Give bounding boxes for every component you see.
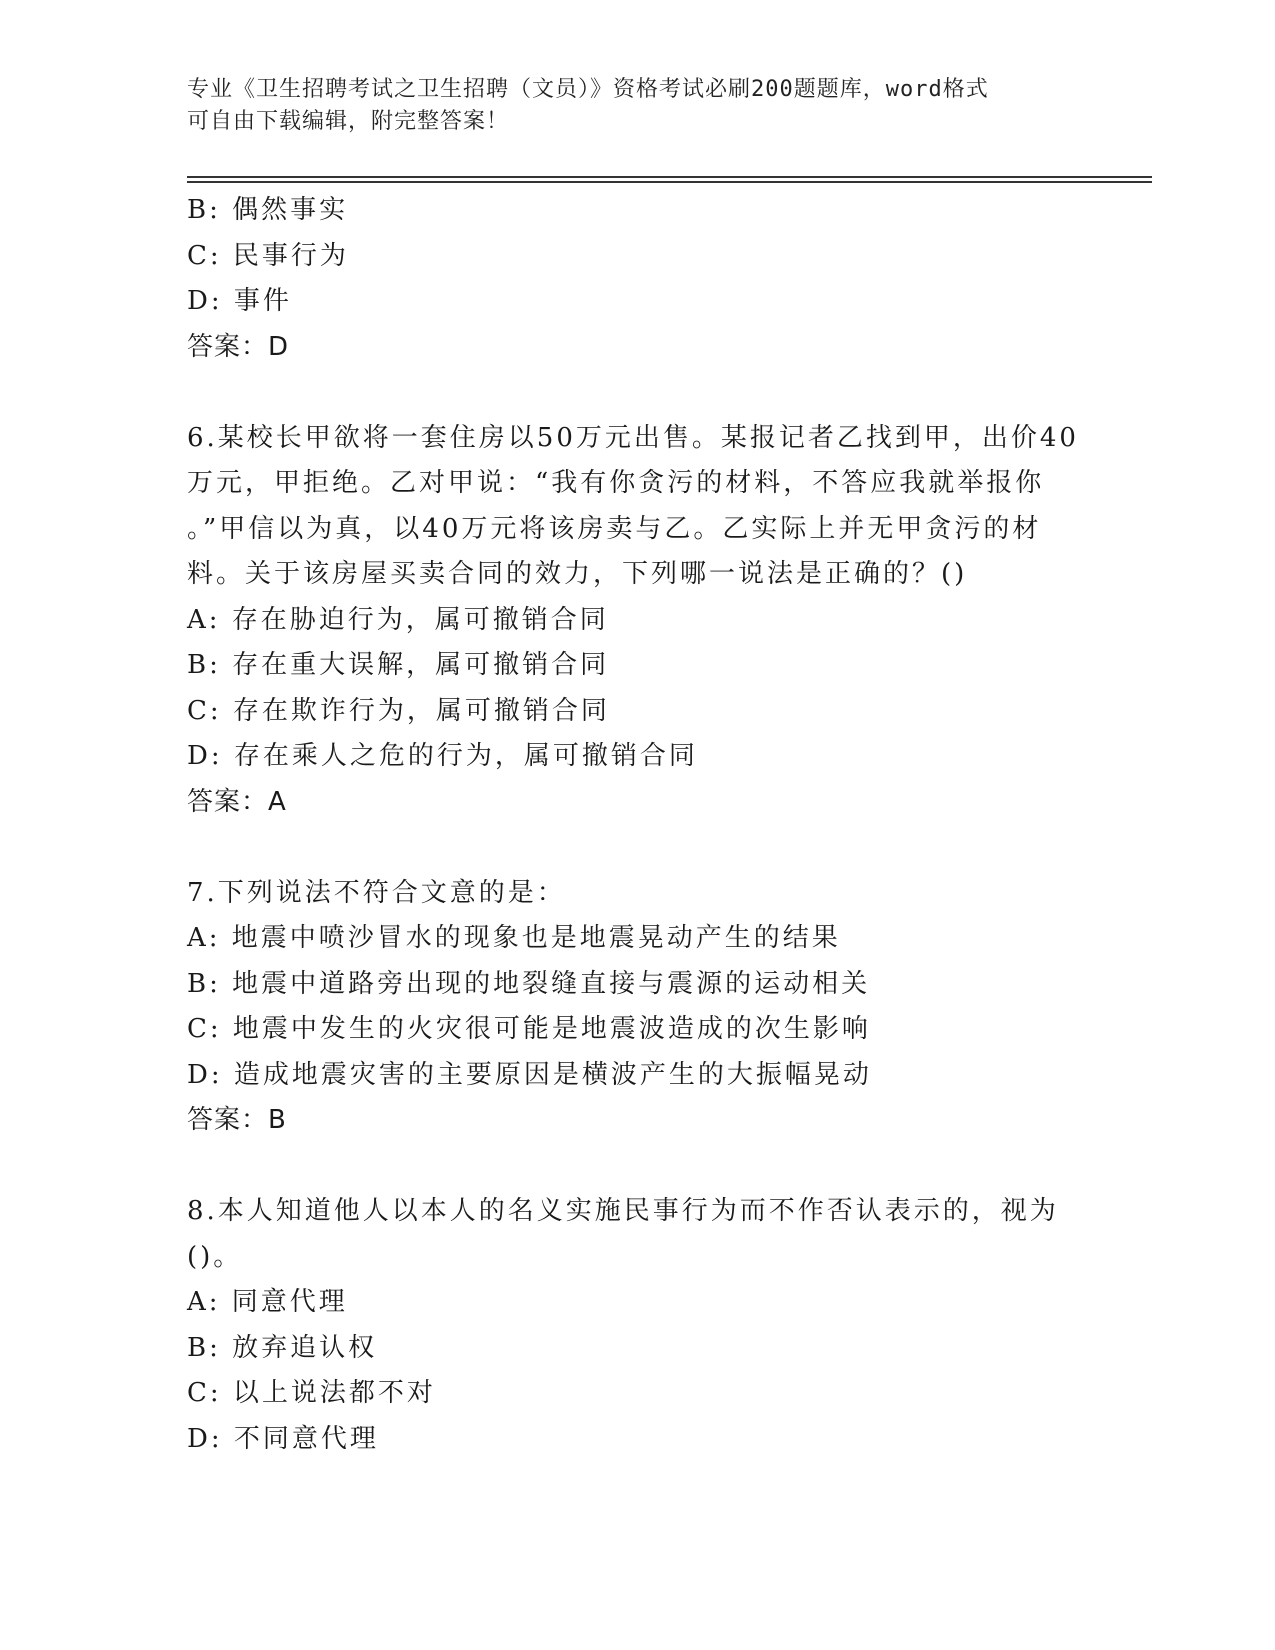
option-b: B: 存在重大误解，属可撤销合同 [187,650,610,680]
answer-line: 答案：B [187,1105,287,1135]
spacer [187,370,1087,416]
question-7 [187,871,1087,1144]
question-5-tail [187,188,1087,370]
header-rule-bottom [187,181,1152,183]
question-8 [187,1189,1087,1462]
option-c: C: 以上说法都不对 [187,1378,436,1408]
header-title-line-2: 可自由下载编辑，附完整答案！ [187,109,510,134]
option-d: D: 事件 [187,286,292,316]
document-body [187,188,1087,1462]
question-stem-line: 。”甲信以为真，以40万元将该房卖与乙。乙实际上并无甲贪污的材 [187,513,1042,544]
option-a: A: 存在胁迫行为，属可撤销合同 [187,604,609,635]
option-a: A: 同意代理 [187,1287,348,1317]
option-d: D: 不同意代理 [187,1423,379,1454]
spacer [187,825,1087,871]
question-stem-line: 料。关于该房屋买卖合同的效力，下列哪一说法是正确的？() [187,559,968,589]
option-c: C: 存在欺诈行为，属可撤销合同 [187,695,610,726]
header-rule-top [187,176,1152,178]
question-stem-line: 6.某校长甲欲将一套住房以50万元出售。某报记者乙找到甲，出价40 [187,422,1079,453]
option-d: D: 造成地震灾害的主要原因是横波产生的大振幅晃动 [187,1059,872,1090]
header-title-line-1: 专业《卫生招聘考试之卫生招聘（文员）》资格考试必刷200题题库，word格式 [187,77,989,102]
option-a: A: 地震中喷沙冒水的现象也是地震晃动产生的结果 [187,923,841,953]
question-stem-line: 8.本人知道他人以本人的名义实施民事行为而不作否认表示的，视为 [187,1196,1059,1226]
answer-line: 答案：D [187,331,290,362]
question-stem-line: 7.下列说法不符合文意的是： [187,877,566,908]
option-c: C: 民事行为 [187,240,349,271]
question-stem-line: 万元，甲拒绝。乙对甲说：“我有你贪污的材料，不答应我就举报你 [187,468,1045,498]
question-stem-line: ()。 [187,1241,243,1272]
option-c: C: 地震中发生的火灾很可能是地震波造成的次生影响 [187,1014,871,1044]
option-b: B: 地震中道路旁出现的地裂缝直接与震源的运动相关 [187,968,871,999]
question-6 [187,416,1087,826]
spacer [187,1144,1087,1190]
option-b: B: 偶然事实 [187,195,349,225]
answer-line: 答案：A [187,786,287,817]
option-d: D: 存在乘人之危的行为，属可撤销合同 [187,741,698,771]
option-b: B: 放弃追认权 [187,1332,378,1363]
document-header [187,74,1087,138]
